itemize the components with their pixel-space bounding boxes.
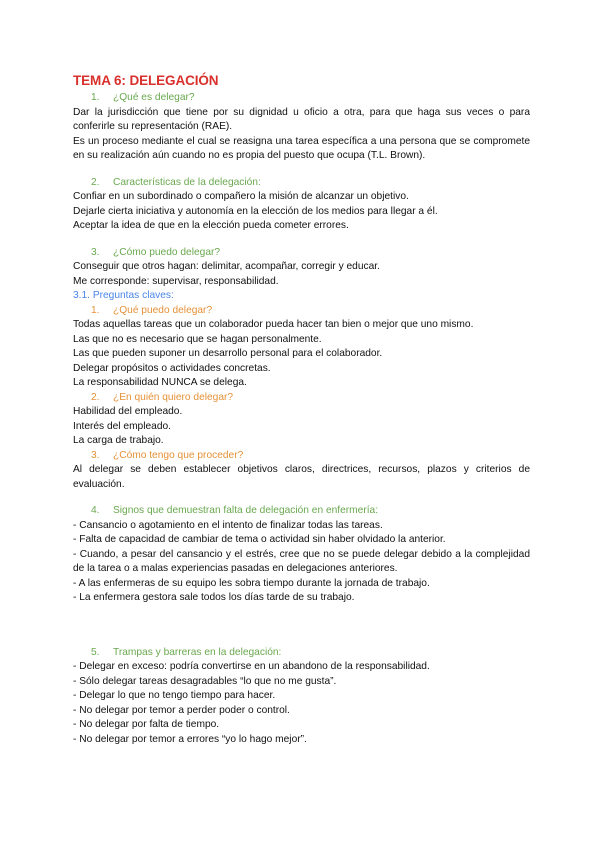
section-2-title: Características de la delegación: (113, 176, 261, 188)
question-3-title: ¿Cómo tengo que proceder? (113, 449, 244, 461)
section-2-heading (73, 176, 530, 191)
section-3-line: Conseguir que otros hagan: delimitar, acompañar, corregir y educar. (73, 261, 380, 272)
section-5-heading (73, 646, 530, 661)
page-title: TEMA 6: DELEGACIÓN (73, 73, 219, 88)
section-4-line: - A las enfermeras de su equipo les sobra tiempo durante la jornada de trabajo. (73, 577, 430, 589)
section-5-line: - Delegar en exceso: podría convertirse en un abandono de la responsabilidad. (73, 661, 430, 672)
section-1-heading (73, 91, 530, 106)
question-3-heading (73, 449, 530, 464)
question-1-line: Las que no es necesario que se hagan personalmente. (73, 333, 322, 345)
section-5-line: - Sólo delegar tareas desagradables “lo que no me gusta”. (73, 675, 337, 687)
section-4-line: - Falta de capacidad de cambiar de tema o actividad sin haber olvidado la anterior. (73, 534, 446, 545)
section-4-line: - La enfermera gestora sale todos los días tarde de su trabajo. (73, 592, 355, 603)
section-5-line: - No delegar por falta de tiempo. (73, 719, 220, 730)
document-page (73, 72, 530, 747)
section-2-line: Aceptar la idea de que en la elección pueda cometer errores. (73, 220, 349, 231)
question-2-title: ¿En quién quiero delegar? (113, 391, 234, 403)
question-1-line: Delegar propósitos o actividades concretas. (73, 362, 271, 374)
question-1-title: ¿Qué puedo delegar? (113, 304, 213, 316)
section-3-number: 3. (91, 246, 100, 258)
section-3-line: Me corresponde: supervisar, responsabilidad. (73, 275, 279, 287)
question-1-line: La responsabilidad NUNCA se delega. (73, 377, 247, 388)
question-1-line: Las que pueden suponer un desarrollo personal para el colaborador. (73, 348, 383, 359)
section-5-title: Trampas y barreras en la delegación: (113, 646, 282, 658)
section-3-title: ¿Cómo puedo delegar? (113, 246, 221, 258)
question-3-number: 3. (91, 449, 100, 461)
section-4-heading (73, 504, 530, 519)
section-4-line: - Cuando, a pesar del cansancio y el estrés, cree que no se puede delegar debido a la complejidad de la tarea o a malas experiencias pasadas en delegaciones anteriores. (73, 548, 530, 574)
section-5-line: - Delegar lo que no tengo tiempo para hacer. (73, 690, 276, 701)
section-2-line: Dejarle cierta iniciativa y autonomía en la elección de los medios para llegar a él. (73, 205, 438, 217)
question-1-line: Todas aquellas tareas que un colaborador pueda hacer tan bien o mejor que uno mismo. (73, 319, 474, 330)
question-2-line: Habilidad del empleado. (73, 406, 183, 417)
section-5-line: - No delegar por temor a errores “yo lo hago mejor”. (73, 733, 307, 745)
section-1-title: ¿Qué es delegar? (113, 92, 195, 103)
question-1-number: 1. (91, 304, 100, 316)
section-5-number: 5. (91, 646, 100, 658)
subsection-3-1-label: 3.1. Preguntas claves: (73, 290, 174, 301)
question-2-number: 2. (91, 391, 100, 403)
question-3-paragraph: Al delegar se deben establecer objetivos claros, directrices, recursos, plazos y criterios de evaluación. (73, 464, 530, 490)
section-3-heading (73, 246, 530, 261)
question-2-heading (73, 391, 530, 406)
section-1-number: 1. (91, 92, 100, 103)
question-2-line: La carga de trabajo. (73, 435, 164, 446)
section-2-line: Confiar en un subordinado o compañero la misión de alcanzar un objetivo. (73, 191, 409, 202)
section-4-line: - Cansancio o agotamiento en el intento de finalizar todas las tareas. (73, 519, 383, 531)
question-2-line: Interés del empleado. (73, 420, 171, 432)
section-4-title: Signos que demuestran falta de delegación en enfermería: (113, 505, 379, 516)
question-1-heading (73, 304, 530, 319)
section-4-number: 4. (91, 505, 100, 516)
section-1-paragraph-2: Es un proceso mediante el cual se reasigna una tarea específica a una persona que se compromete en su realización aún cuando no es propia del puesto que ocupa (T.L. Brown). (73, 135, 530, 161)
section-1-paragraph-1: Dar la jurisdicción que tiene por su dignidad u oficio a otra, para que haga sus veces o para conferirle su representación (RAE). (73, 106, 530, 132)
section-5-line: - No delegar por temor a perder poder o control. (73, 704, 290, 716)
section-2-number: 2. (91, 176, 100, 188)
